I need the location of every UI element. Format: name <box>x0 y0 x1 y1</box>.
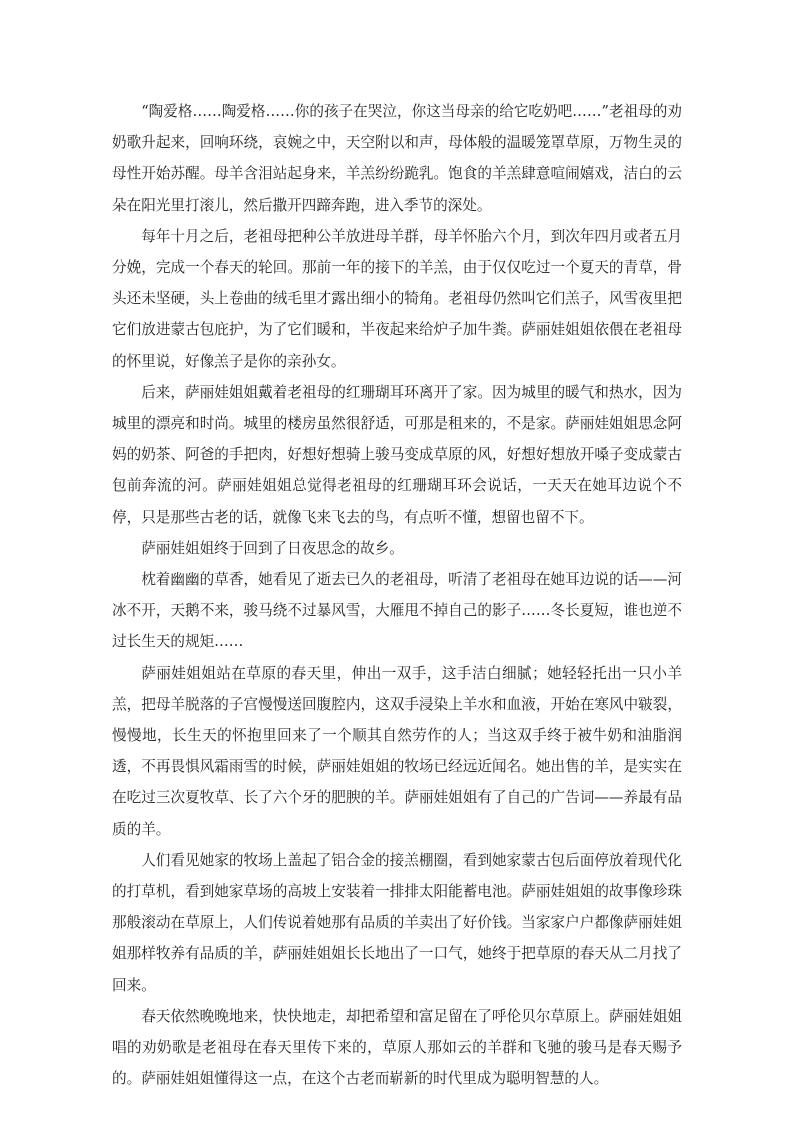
paragraph: 后来，萨丽娃姐姐戴着老祖母的红珊瑚耳环离开了家。因为城里的暖气和热水，因为城里的漂亮和时尚。城里的楼房虽然很舒适，可那是租来的，不是家。萨丽娃姐姐思念阿妈的奶茶、阿爸的手把肉，好想好想骑上骏马变成草原的风，好想好想放开嗓子变成蒙古包前奔流的河。萨丽娃姐姐总觉得老祖母的红珊瑚耳环会说话，一天天在她耳边说个不停，只是那些古老的话，就像飞来飞去的鸟，有点听不懂，想留也留不下。 <box>112 383 682 526</box>
paragraph: 每年十月之后，老祖母把种公羊放进母羊群，母羊怀胎六个月，到次年四月或者五月分娩，完成一个春天的轮回。那前一年的接下的羊羔，由于仅仅吃过一个夏天的青草，骨头还未坚硬，头上卷曲的绒毛里才露出细小的犄角。老祖母仍然叫它们羔子，风雪夜里把它们放进蒙古包庇护，为了它们暖和，半夜起来给炉子加牛粪。萨丽娃姐姐依偎在老祖母的怀里说，好像羔子是你的亲孙女。 <box>112 227 682 370</box>
paragraph: 枕着幽幽的草香，她看见了逝去已久的老祖母，听清了老祖母在她耳边说的话——河冰不开，天鹅不来，骏马绕不过暴风雪，大雁甩不掉自己的影子……冬长夏短，谁也逆不过长生天的规矩…… <box>112 571 682 651</box>
paragraph: 萨丽娃姐姐终于回到了日夜思念的故乡。 <box>141 539 404 557</box>
paragraph: “陶爱格……陶爱格……你的孩子在哭泣，你这当母亲的给它吃奶吧……”老祖母的劝奶歌升起来，回响环绕，哀婉之中，天空附以和声，母体般的温暖笼罩草原，万物生灵的母性开始苏醒。母羊含泪站起身来，羊羔纷纷跪乳。饱食的羊羔肆意喧闹嬉戏，洁白的云朵在阳光里打滚儿，然后撒开四蹄奔跑，进入季节的深处。 <box>112 103 682 214</box>
paragraph: 萨丽娃姐姐站在草原的春天里，伸出一双手，这手洁白细腻；她轻轻托出一只小羊羔，把母羊脱落的子宫慢慢送回腹腔内，这双手浸染上羊水和血液，开始在寒风中皲裂，慢慢地，长生天的怀抱里回来了一个顺其自然劳作的人；当这双手终于被牛奶和油脂润透，不再畏惧风霜雨雪的时候，萨丽娃姐姐的牧场已经远近闻名。她出售的羊，是实实在在吃过三次夏牧草、长了六个牙的肥腴的羊。萨丽娃姐姐有了自己的广告词——养最有品质的羊。 <box>112 664 682 838</box>
document-body <box>112 96 682 1095</box>
paragraph: 人们看见她家的牧场上盖起了铝合金的接羔棚圈，看到她家蒙古包后面停放着现代化的打草机，看到她家草场的高坡上安装着一排排太阳能蓄电池。萨丽娃姐姐的故事像珍珠那般滚动在草原上，人们传说着她那有品质的羊卖出了好价钱。当家家户户都像萨丽娃姐姐那样牧养有品质的羊，萨丽娃姐姐长长地出了一口气，她终于把草原的春天从二月找了回来。 <box>112 851 682 994</box>
paragraph: 春天依然晚晚地来，快快地走，却把希望和富足留在了呼伦贝尔草原上。萨丽娃姐姐唱的劝奶歌是老祖母在春天里传下来的，草原人那如云的羊群和飞驰的骏马是春天赐予的。萨丽娃姐姐懂得这一点，在这个古老而崭新的时代里成为聪明智慧的人。 <box>112 1007 682 1088</box>
